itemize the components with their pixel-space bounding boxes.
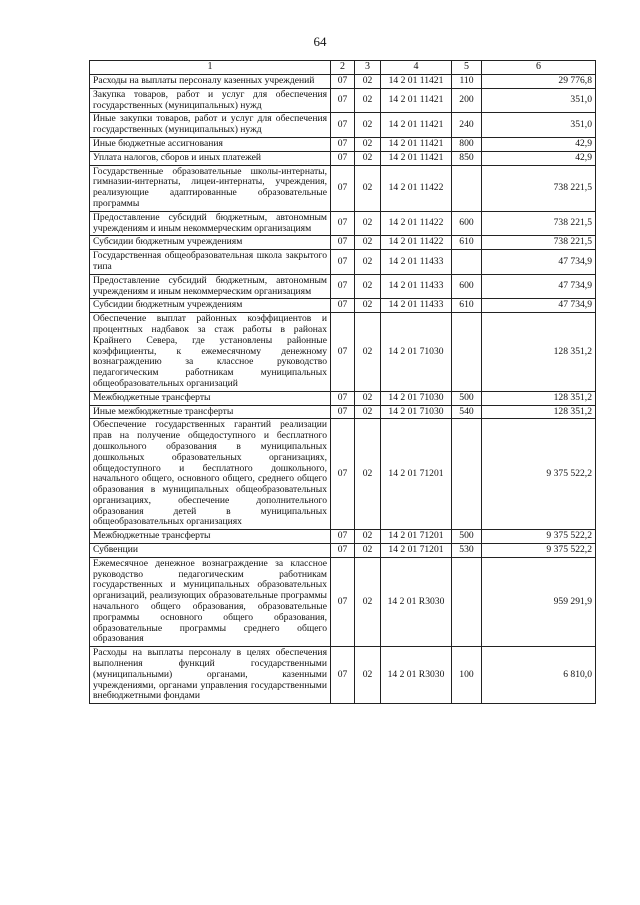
- amount: 738 221,5: [482, 211, 596, 236]
- table-header-row: [90, 61, 596, 75]
- table-row: [90, 165, 596, 211]
- expense-type-code: 600: [452, 274, 482, 299]
- line-item-name: Уплата налогов, сборов и иных платежей: [90, 151, 331, 165]
- target-article-code: 14 2 01 11433: [381, 299, 452, 313]
- table-row: [90, 137, 596, 151]
- expense-type-code: [452, 557, 482, 646]
- page-number: 64: [313, 34, 327, 49]
- line-item-name: Субвенции: [90, 544, 331, 558]
- subsection-code: 02: [355, 274, 381, 299]
- section-code: 07: [331, 391, 355, 405]
- target-article-code: 14 2 01 11421: [381, 113, 452, 138]
- table-row: [90, 211, 596, 236]
- line-item-name: Субсидии бюджетным учреждениям: [90, 236, 331, 250]
- subsection-code: 02: [355, 530, 381, 544]
- table-row: [90, 544, 596, 558]
- subsection-code: 02: [355, 137, 381, 151]
- target-article-code: 14 2 01 71201: [381, 544, 452, 558]
- subsection-code: 02: [355, 647, 381, 704]
- amount: 47 734,9: [482, 299, 596, 313]
- line-item-name: Предоставление субсидий бюджетным, автономным учреждениям и иным некоммерческим организациям: [90, 211, 331, 236]
- section-code: 07: [331, 647, 355, 704]
- line-item-name: Расходы на выплаты персоналу казенных учреждений: [90, 75, 331, 89]
- target-article-code: 14 2 01 R3030: [381, 647, 452, 704]
- subsection-code: 02: [355, 557, 381, 646]
- target-article-code: 14 2 01 R3030: [381, 557, 452, 646]
- section-code: 07: [331, 405, 355, 419]
- target-article-code: 14 2 01 11421: [381, 88, 452, 113]
- expense-type-code: [452, 165, 482, 211]
- line-item-name: Государственная общеобразовательная школа закрытого типа: [90, 250, 331, 275]
- subsection-code: 02: [355, 544, 381, 558]
- amount: 738 221,5: [482, 236, 596, 250]
- section-code: 07: [331, 236, 355, 250]
- section-code: 07: [331, 250, 355, 275]
- subsection-code: 02: [355, 391, 381, 405]
- expense-type-code: 800: [452, 137, 482, 151]
- target-article-code: 14 2 01 11421: [381, 151, 452, 165]
- expense-type-code: 610: [452, 236, 482, 250]
- target-article-code: 14 2 01 11422: [381, 236, 452, 250]
- column-header: 1: [90, 61, 331, 75]
- line-item-name: Ежемесячное денежное вознаграждение за классное руководство педагогическим работникам государственных и муниципальных образовательных организаций, реализующих образовательные программы начального общего образования, образовательные программы основного общего образования, образовательные программы среднего общего образования: [90, 557, 331, 646]
- subsection-code: 02: [355, 236, 381, 250]
- amount: 29 776,8: [482, 75, 596, 89]
- section-code: 07: [331, 88, 355, 113]
- subsection-code: 02: [355, 313, 381, 392]
- expense-type-code: [452, 419, 482, 530]
- table-row: [90, 88, 596, 113]
- section-code: 07: [331, 530, 355, 544]
- table-row: [90, 274, 596, 299]
- amount: 128 351,2: [482, 391, 596, 405]
- subsection-code: 02: [355, 250, 381, 275]
- subsection-code: 02: [355, 88, 381, 113]
- amount: 9 375 522,2: [482, 419, 596, 530]
- table-row: [90, 236, 596, 250]
- amount: 47 734,9: [482, 250, 596, 275]
- line-item-name: Межбюджетные трансферты: [90, 530, 331, 544]
- amount: 959 291,9: [482, 557, 596, 646]
- amount: 128 351,2: [482, 313, 596, 392]
- table-row: [90, 391, 596, 405]
- table-row: [90, 75, 596, 89]
- subsection-code: 02: [355, 151, 381, 165]
- amount: 128 351,2: [482, 405, 596, 419]
- amount: 351,0: [482, 113, 596, 138]
- expense-type-code: 100: [452, 647, 482, 704]
- expense-type-code: 540: [452, 405, 482, 419]
- line-item-name: Субсидии бюджетным учреждениям: [90, 299, 331, 313]
- amount: 9 375 522,2: [482, 544, 596, 558]
- line-item-name: Государственные образовательные школы-интернаты, гимназии-интернаты, лицеи-интернаты, учреждения, реализующие адаптированные образовательные программы: [90, 165, 331, 211]
- section-code: 07: [331, 165, 355, 211]
- line-item-name: Обеспечение выплат районных коэффициентов и процентных надбавок за стаж работы в районах Крайнего Севера, где установлены районные коэффициенты, к ежемесячному денежному вознаграждению за классное руководство педагогическим работникам муниципальных общеобразовательных организаций: [90, 313, 331, 392]
- line-item-name: Межбюджетные трансферты: [90, 391, 331, 405]
- table-row: [90, 299, 596, 313]
- expense-type-code: 530: [452, 544, 482, 558]
- column-header: 4: [381, 61, 452, 75]
- expense-type-code: 110: [452, 75, 482, 89]
- table-row: [90, 647, 596, 704]
- target-article-code: 14 2 01 11422: [381, 211, 452, 236]
- expense-type-code: [452, 250, 482, 275]
- target-article-code: 14 2 01 11422: [381, 165, 452, 211]
- line-item-name: Расходы на выплаты персоналу в целях обеспечения выполнения функций государственными (муниципальными) органами, казенными учреждениями, органами управления государственными внебюджетными фондами: [90, 647, 331, 704]
- section-code: 07: [331, 313, 355, 392]
- line-item-name: Предоставление субсидий бюджетным, автономным учреждениям и иным некоммерческим организациям: [90, 274, 331, 299]
- line-item-name: Иные закупки товаров, работ и услуг для обеспечения государственных (муниципальных) нужд: [90, 113, 331, 138]
- subsection-code: 02: [355, 419, 381, 530]
- line-item-name: Обеспечение государственных гарантий реализации прав на получение общедоступного и бесплатного дошкольного образования в муниципальных дошкольных образовательных организациях, общедоступного и бесплатного дошкольного, начального общего, основного общего, среднего общего образования в муниципальных общеобразовательных организациях, обеспечение дополнительного образования детей в муниципальных общеобразовательных организациях: [90, 419, 331, 530]
- expense-type-code: 240: [452, 113, 482, 138]
- section-code: 07: [331, 137, 355, 151]
- table-row: [90, 151, 596, 165]
- line-item-name: Иные бюджетные ассигнования: [90, 137, 331, 151]
- section-code: 07: [331, 151, 355, 165]
- section-code: 07: [331, 299, 355, 313]
- column-header: 5: [452, 61, 482, 75]
- column-header: 3: [355, 61, 381, 75]
- subsection-code: 02: [355, 405, 381, 419]
- table-row: [90, 250, 596, 275]
- line-item-name: Закупка товаров, работ и услуг для обеспечения государственных (муниципальных) нужд: [90, 88, 331, 113]
- amount: 42,9: [482, 137, 596, 151]
- table-row: [90, 419, 596, 530]
- expense-type-code: [452, 313, 482, 392]
- line-item-name: Иные межбюджетные трансферты: [90, 405, 331, 419]
- target-article-code: 14 2 01 71030: [381, 391, 452, 405]
- section-code: 07: [331, 419, 355, 530]
- table-row: [90, 557, 596, 646]
- target-article-code: 14 2 01 71201: [381, 419, 452, 530]
- section-code: 07: [331, 75, 355, 89]
- target-article-code: 14 2 01 11433: [381, 250, 452, 275]
- target-article-code: 14 2 01 71030: [381, 313, 452, 392]
- subsection-code: 02: [355, 299, 381, 313]
- subsection-code: 02: [355, 75, 381, 89]
- target-article-code: 14 2 01 11421: [381, 137, 452, 151]
- table-row: [90, 113, 596, 138]
- section-code: 07: [331, 211, 355, 236]
- column-header: 6: [482, 61, 596, 75]
- table-row: [90, 405, 596, 419]
- section-code: 07: [331, 274, 355, 299]
- expense-type-code: 600: [452, 211, 482, 236]
- expense-type-code: 610: [452, 299, 482, 313]
- expense-type-code: 200: [452, 88, 482, 113]
- target-article-code: 14 2 01 11421: [381, 75, 452, 89]
- section-code: 07: [331, 544, 355, 558]
- subsection-code: 02: [355, 211, 381, 236]
- amount: 6 810,0: [482, 647, 596, 704]
- expense-type-code: 850: [452, 151, 482, 165]
- section-code: 07: [331, 557, 355, 646]
- subsection-code: 02: [355, 113, 381, 138]
- table-row: [90, 530, 596, 544]
- section-code: 07: [331, 113, 355, 138]
- amount: 351,0: [482, 88, 596, 113]
- table-row: [90, 313, 596, 392]
- budget-table: [89, 60, 596, 704]
- subsection-code: 02: [355, 165, 381, 211]
- target-article-code: 14 2 01 11433: [381, 274, 452, 299]
- expense-type-code: 500: [452, 391, 482, 405]
- amount: 9 375 522,2: [482, 530, 596, 544]
- amount: 42,9: [482, 151, 596, 165]
- amount: 47 734,9: [482, 274, 596, 299]
- column-header: 2: [331, 61, 355, 75]
- target-article-code: 14 2 01 71201: [381, 530, 452, 544]
- amount: 738 221,5: [482, 165, 596, 211]
- target-article-code: 14 2 01 71030: [381, 405, 452, 419]
- expense-type-code: 500: [452, 530, 482, 544]
